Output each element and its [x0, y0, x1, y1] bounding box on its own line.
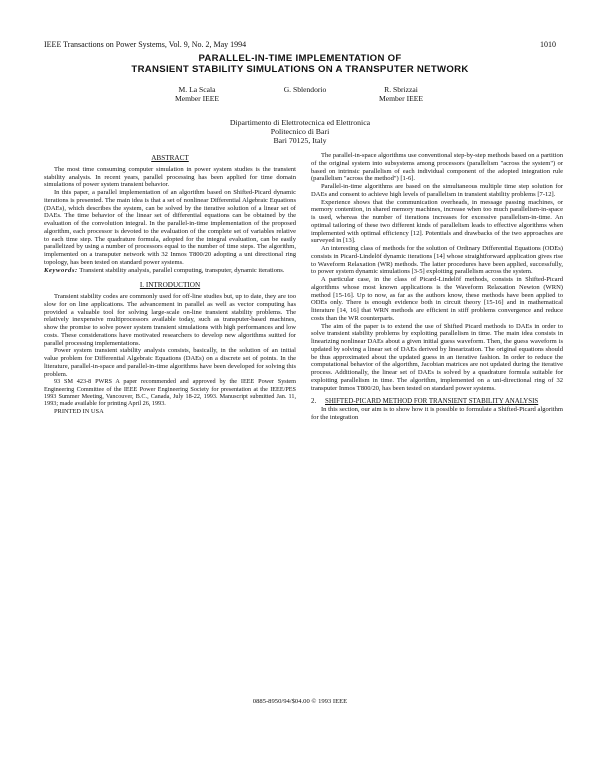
affiliation-institution: Politecnico di Bari [270, 127, 330, 137]
body-paragraph: The parallel-in-space algorithms use conventional step-by-step methods based on a partition of the original system into subsystems among processors (parallelism "across the system") or based on intrinsic parallelism of each individual component of the adopted integration rule (parallelism "across the method") [1-6]. [311, 152, 563, 183]
section-title: SHIFTED-PICARD METHOD FOR TRANSIENT STABILITY ANALYSIS [325, 398, 539, 406]
printed-notice: PRINTED IN USA [54, 407, 104, 415]
abstract-paragraph: In this paper, a parallel implementation of an algorithm based on Shifted-Picard dynamic iterations is presented. The main idea is that a set of nonlinear Differential Algebraic Equations (DAEs), which describes the system, can be solved by the iterative solution of a linear set of DAEs. The time behavior of the linear set of differential equations can be obtained by the evaluation of the convolution integral. In the parallel-in-time implementation of the proposed algorithm, each processor is devoted to the evaluation of the complete set of variables relative to each time step. The quadrature formula, adopted for the integral evaluation, can be easily parallelized by using a number of processors equal to the number of time steps. The algorithm, implemented on a transputer network with 32 Inmos T800/20 adopting a uni directional ring topology, has been tested on standard power systems. [44, 189, 296, 266]
body-paragraph: An interesting class of methods for the solution of Ordinary Differential Equations (ODEs) consists in Picard-Lindelöf dynamic iterations [14] whose straightforward application gives rise to Waveform Relaxation (WR) methods. The latter procedures have been applied, successfully, to power system dynamic simulations [3-5] exploiting parallelism across the system. [311, 245, 563, 276]
title-line-1: PARALLEL-IN-TIME IMPLEMENTATION OF [198, 53, 402, 64]
body-paragraph: Experience shows that the communication overheads, in message passing machines, or memory contention, in shared memory machines, increase when too much parallelism-in-space is used, whereas the number of iterations increases for excessive parallelism-in-time. An optimal tailoring of these two different kinds of parallelism leads to effective algorithms when implemented with optimal efficiency [12]. Potentials and drawbacks of the two approaches are surveyed in [13]. [311, 198, 563, 245]
author-role: Member IEEE [174, 94, 220, 103]
paper-title [40, 53, 560, 75]
body-paragraph: Parallel-in-time algorithms are based on the simultaneous multiple time step solution for DAEs and consent to achieve high levels of parallelism in transient stability problems [7-12]. [311, 183, 563, 198]
title-line-2: TRANSIENT STABILITY SIMULATIONS ON A TRANSPUTER NETWORK [131, 64, 469, 75]
section-number: 2. [311, 398, 317, 406]
affiliation-city: Bari 70125, Italy [273, 136, 327, 146]
running-head [44, 40, 556, 52]
journal-citation: IEEE Transactions on Power Systems, Vol. 9, No. 2, May 1994 [44, 40, 247, 49]
copyright-footer: 0885-8950/94/$04.00 © 1993 IEEE [252, 698, 348, 705]
introduction-heading: I. INTRODUCTION [139, 281, 201, 290]
abstract-paragraph: The most time consuming computer simulation in power system studies is the transient stability analysis. In recent years, parallel processing has been applied for time domain simulations of power system transient behavior. [44, 165, 296, 189]
body-paragraph: A particular case, in the class of Picard-Lindelöf methods, consists in Shifted-Picard algorithms whose most known applications is the Waveform Relaxation Newton (WRN) method [15-16]. Up to now, as far as the authors know, these methods have been applied to ODEs only. There is enough evidence both in circuit theory [15-16] and in mathematical literature [14, 16] that WRN methods are efficient in stiff problems convergence and reduce costs than the WR counterparts. [311, 276, 563, 322]
author-name: M. La Scala [178, 85, 216, 94]
author-name: G. Sblendorio [283, 85, 327, 94]
page-number: 1010 [540, 40, 556, 49]
intro-paragraph: Power system transient stability analysis consists, basically, in the solution of an initial value problem for Differential Algebraic Equations (DAEs) on a discrete set of points. In the literature, parallel-in-space and parallel-in-time algorithms have been developed for solving this problem. [44, 347, 296, 378]
keywords [44, 267, 296, 275]
author-role: Member IEEE [378, 94, 424, 103]
author-name: R. Sbrizzai [384, 85, 418, 94]
keywords-label: Keywords: [44, 266, 78, 274]
body-paragraph: The aim of the paper is to extend the use of Shifted Picard methods to DAEs in order to solve transient stability problems by exploiting parallelism in time. The main idea consists in linearizing nonlinear DAEs about a given initial guess waveform. Then, the guess waveform is updated by solving a linear set of DAEs derived by linearization. The original equations should be thus approximated about the updated guess in an iterative fashion. In order to reduce the computational behavior of the algorithm, Jacobian matrices are not updated during the iterative process. Additionally, the linear set of DAEs is solved by a quadrature formula suitable for exploiting parallelism in time. The algorithm, implemented on a uni-directional ring of 32 transputer Inmos T800/20, has been tested on standard power systems. [311, 322, 563, 392]
affiliation-dept: Dipartimento di Elettrotecnica ed Elettronica [229, 118, 371, 127]
section-2-paragraph: In this section, our aim is to show how it is possible to formulate a Shifted-Picard algorithm for the integration [311, 406, 563, 421]
manuscript-footnote: 93 SM 423-8 PWRS A paper recommended and approved by the IEEE Power System Engineering Committee of the IEEE Power Engineering Society for presentation at the IEEE/PES 1993 Summer Meeting, Vancouver, B.C., Canada, July 18-22, 1993. Manuscript submitted Jan. 11, 1993; made available for printing April 26, 1993. [44, 378, 296, 408]
author-3 [336, 85, 466, 103]
abstract-heading: ABSTRACT [151, 154, 189, 162]
left-column [44, 152, 296, 416]
author-list [40, 85, 560, 107]
right-column [311, 152, 563, 422]
keywords-text: Transient stability analysis, parallel computing, transputer, dynamic iterations. [77, 266, 285, 274]
intro-paragraph: Transient stability codes are commonly used for off-line studies but, up to date, they are too slow for on line applications. The advancement in parallel as well as vector computing has provided a valuable tool for solving large-scale on-line transient stability problems. The relatively inexpensive multiprocessors available today, such as transputer-based machines, show the promise to solve power system transient simulations with high performances and low costs. These considerations have motivated researchers to develop new algorithms suitted for parallel processing implementations. [44, 293, 296, 347]
affiliation [40, 118, 560, 146]
section-2-heading [311, 398, 563, 406]
